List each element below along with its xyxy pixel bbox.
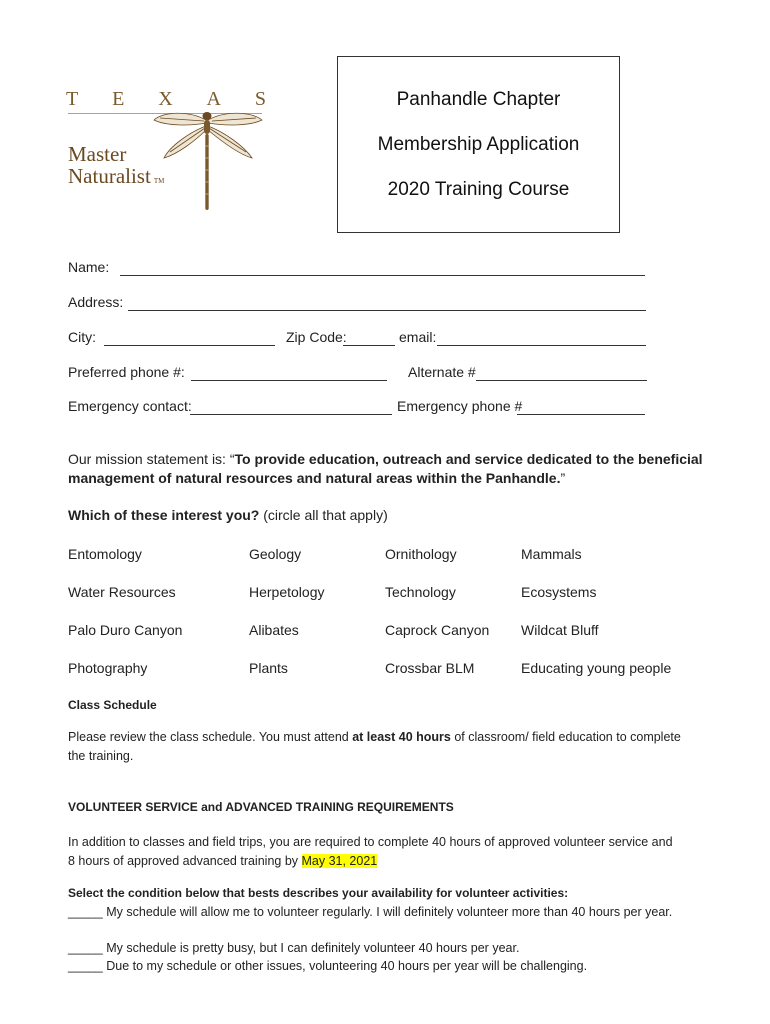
emergency-phone-label: Emergency phone #: [397, 398, 523, 414]
interest-option[interactable]: Palo Duro Canyon: [68, 622, 183, 638]
interest-option[interactable]: Caprock Canyon: [385, 622, 490, 638]
interest-option[interactable]: Alibates: [249, 622, 299, 638]
name-label: Name:: [68, 259, 110, 275]
logo-master-text: Master: [68, 142, 127, 166]
zip-field[interactable]: [343, 345, 395, 346]
volunteer-heading: VOLUNTEER SERVICE and ADVANCED TRAINING REQUIREMENTS: [68, 800, 454, 814]
interest-option[interactable]: Photography: [68, 660, 148, 676]
zip-label: Zip Code:: [286, 329, 347, 345]
interest-option[interactable]: Ornithology: [385, 546, 457, 562]
name-field[interactable]: [120, 275, 645, 276]
interest-option[interactable]: Plants: [249, 660, 288, 676]
availability-option[interactable]: _____ My schedule is pretty busy, but I can definitely volunteer 40 hours per year.: [68, 941, 520, 955]
texas-master-naturalist-logo: [66, 88, 266, 213]
logo-texas-wordmark: T E X A S: [66, 88, 266, 110]
title-box: [337, 56, 620, 233]
city-field[interactable]: [104, 345, 275, 346]
interest-option[interactable]: Herpetology: [249, 584, 325, 600]
interest-option[interactable]: Water Resources: [68, 584, 176, 600]
course-title: 2020 Training Course: [387, 179, 570, 200]
logo-tm: TM: [153, 177, 165, 185]
email-label: email:: [399, 329, 437, 345]
emergency-contact-label: Emergency contact:: [68, 398, 192, 414]
interest-option[interactable]: Technology: [385, 584, 456, 600]
interest-option[interactable]: Crossbar BLM: [385, 660, 475, 676]
address-label: Address:: [68, 294, 124, 310]
interest-option[interactable]: Ecosystems: [521, 584, 597, 600]
mission-statement: Our mission statement is: “To provide education, outreach and service dedicated to the beneficial management of natural resources and natural areas within the Panhandle.”: [68, 451, 703, 486]
interest-option[interactable]: Educating young people: [521, 660, 672, 676]
interests-question: Which of these interest you? (circle all that apply): [68, 507, 388, 523]
preferred-phone-field[interactable]: [191, 380, 387, 381]
interest-option[interactable]: Geology: [249, 546, 302, 562]
address-field[interactable]: [128, 310, 646, 311]
class-schedule-text: Please review the class schedule. You must attend at least 40 hours of classroom/ field education to complete the training.: [68, 730, 681, 763]
deadline-date: May 31, 2021: [301, 854, 378, 868]
preferred-phone-label: Preferred phone #:: [68, 364, 185, 380]
email-field[interactable]: [437, 345, 646, 346]
class-schedule-heading: Class Schedule: [68, 698, 157, 712]
alternate-phone-label: Alternate #: [408, 364, 476, 380]
emergency-phone-field[interactable]: [517, 414, 645, 415]
interest-option[interactable]: Entomology: [68, 546, 142, 562]
dragonfly-icon: [148, 106, 266, 214]
application-title: Membership Application: [377, 134, 580, 155]
availability-option[interactable]: _____ My schedule will allow me to volunteer regularly. I will definitely volunteer more than 40 hours per year.: [68, 905, 673, 919]
logo-naturalist-text: Naturalist: [68, 164, 151, 188]
city-label: City:: [68, 329, 96, 345]
chapter-title: Panhandle Chapter: [396, 89, 561, 110]
availability-heading: Select the condition below that bests describes your availability for volunteer activities:: [68, 886, 569, 900]
interest-option[interactable]: Wildcat Bluff: [521, 622, 599, 638]
volunteer-text: In addition to classes and field trips, you are required to complete 40 hours of approved volunteer service and 8 hours of approved advanced training by May 31, 2021: [68, 835, 673, 868]
emergency-contact-field[interactable]: [190, 414, 392, 415]
availability-option[interactable]: _____ Due to my schedule or other issues, volunteering 40 hours per year will be challenging.: [68, 959, 588, 973]
mission-text: To provide education, outreach and service dedicated to the beneficial management of natural resources and natural areas within the Panhandle.: [68, 451, 703, 486]
alternate-phone-field[interactable]: [476, 380, 647, 381]
interest-option[interactable]: Mammals: [521, 546, 582, 562]
